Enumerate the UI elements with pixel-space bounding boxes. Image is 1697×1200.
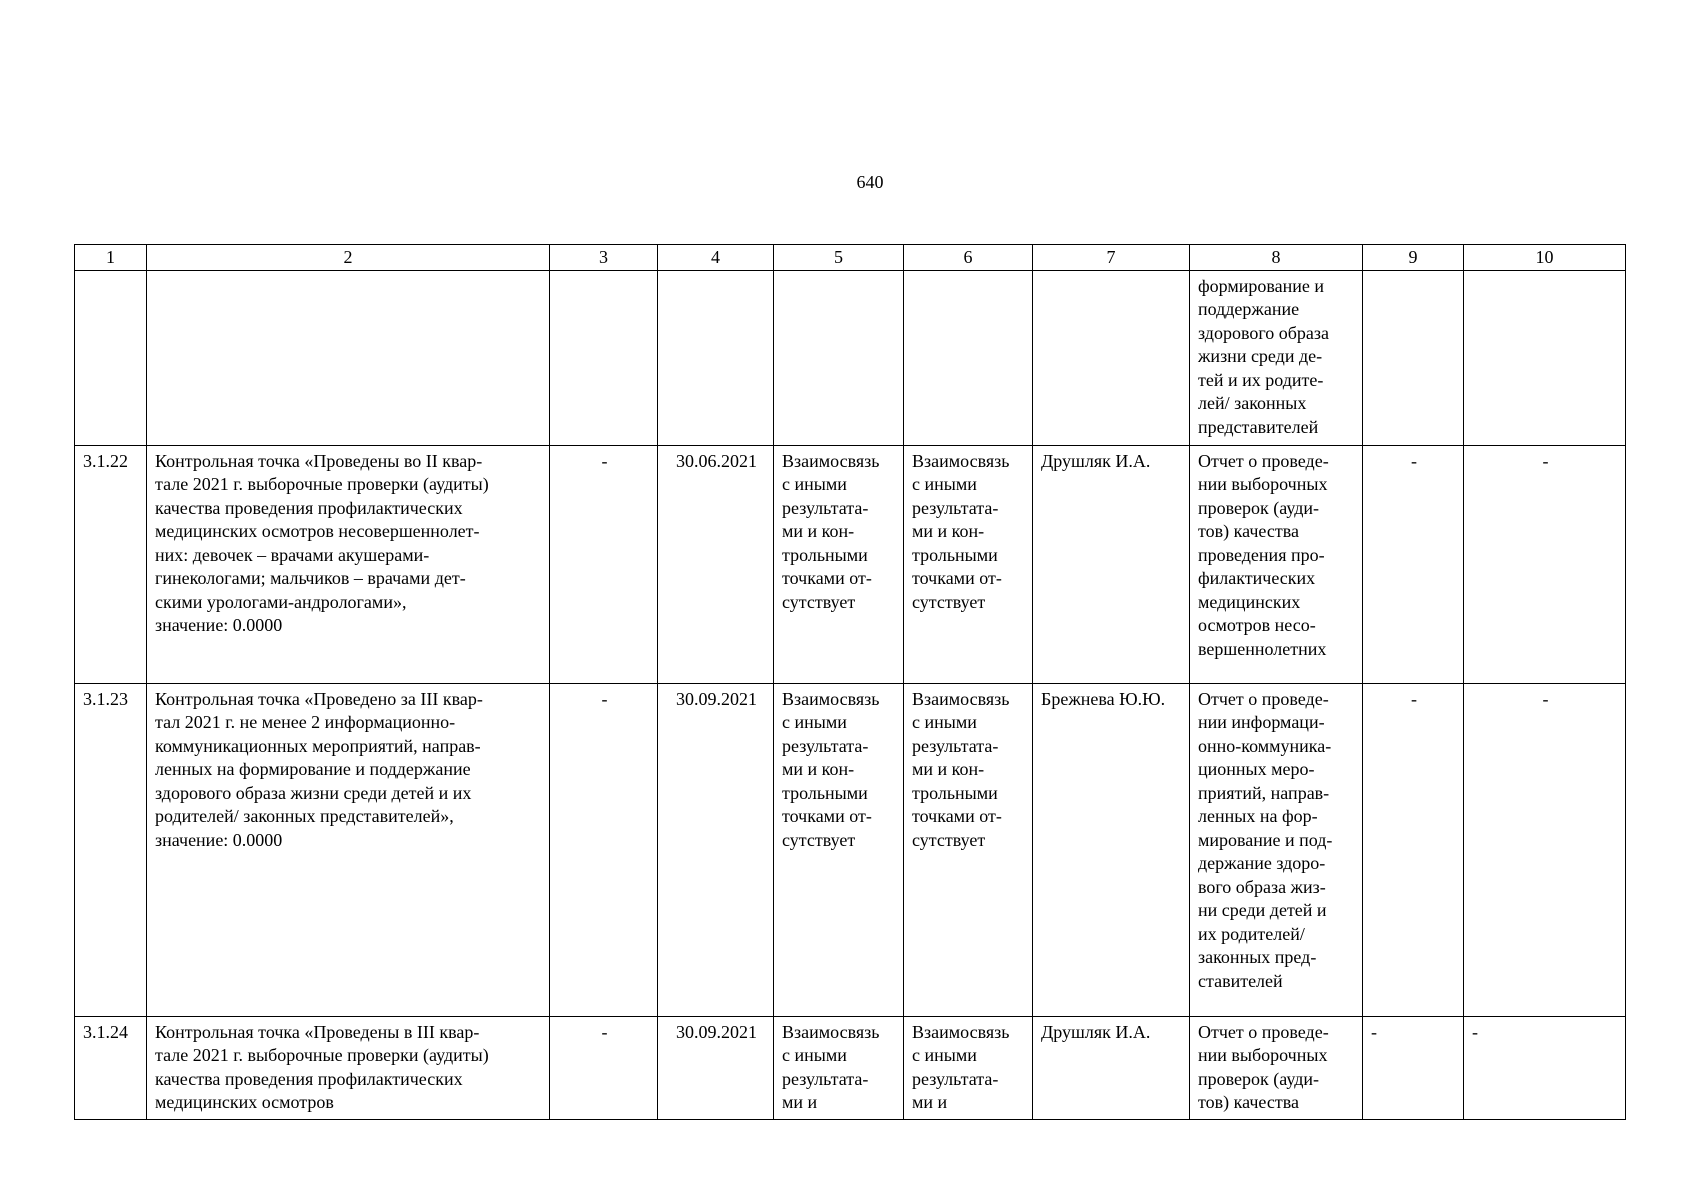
cell-number: 3.1.23 [75,683,147,1016]
cell-description [147,270,550,445]
column-header-1: 1 [75,245,147,271]
page-number: 640 [856,172,884,192]
table-row [75,445,1626,683]
cell-col10: - [1464,445,1626,683]
cell-relation-prev: Взаимосвязь с иными результата- ми и [774,1016,904,1119]
cell-document: Отчет о проведе- нии выборочных проверок (ауди- тов) качества [1190,1016,1363,1119]
column-header-10: 10 [1464,245,1626,271]
cell-relation-next: Взаимосвязь с иными результата- ми и кон- трольными точками от- сутствует [904,683,1033,1016]
cell-col3: - [550,683,658,1016]
cell-number: 3.1.24 [75,1016,147,1119]
header-row [75,245,1626,271]
cell-col10 [1464,270,1626,445]
cell-date: 30.06.2021 [658,445,774,683]
table-row [75,683,1626,1016]
cell-responsible: Друшляк И.А. [1033,445,1190,683]
column-header-3: 3 [550,245,658,271]
cell-relation-prev [774,270,904,445]
cell-col3: - [550,1016,658,1119]
cell-number: 3.1.22 [75,445,147,683]
cell-date: 30.09.2021 [658,1016,774,1119]
table-row-continuation [75,270,1626,445]
column-header-5: 5 [774,245,904,271]
cell-relation-prev: Взаимосвязь с иными результата- ми и кон- трольными точками от- сутствует [774,445,904,683]
cell-col3 [550,270,658,445]
column-header-8: 8 [1190,245,1363,271]
cell-col9 [1363,270,1464,445]
cell-document: Отчет о проведе- нии информаци- онно-коммуника- ционных меро- приятий, направ- ленных на фор- мирование и под- держание здоро- вого образа жиз- ни среди детей и их родителей/ законных пред- ставителей [1190,683,1363,1016]
column-header-6: 6 [904,245,1033,271]
cell-description: Контрольная точка «Проведены в III квар- тале 2021 г. выборочные проверки (аудиты) качества проведения профилактических медицинских осмотров [147,1016,550,1119]
column-header-9: 9 [1363,245,1464,271]
cell-relation-next: Взаимосвязь с иными результата- ми и кон- трольными точками от- сутствует [904,445,1033,683]
column-header-7: 7 [1033,245,1190,271]
cell-responsible [1033,270,1190,445]
cell-relation-prev: Взаимосвязь с иными результата- ми и кон- трольными точками от- сутствует [774,683,904,1016]
cell-description: Контрольная точка «Проведены во II квар- тале 2021 г. выборочные проверки (аудиты) качества проведения профилактических медицинских осмотров несовершеннолет- них: девочек – врачами акушерами- гинекологами; мальчиков – врачами дет- скими урологами-андрологами», значение: 0.0000 [147,445,550,683]
cell-responsible: Друшляк И.А. [1033,1016,1190,1119]
table-row [75,1016,1626,1119]
cell-col9: - [1363,683,1464,1016]
cell-document: Отчет о проведе- нии выборочных проверок (ауди- тов) качества проведения про- филактических медицинских осмотров несо- вершеннолетних [1190,445,1363,683]
cell-date [658,270,774,445]
cell-relation-next [904,270,1033,445]
cell-date: 30.09.2021 [658,683,774,1016]
column-header-4: 4 [658,245,774,271]
cell-col9: - [1363,445,1464,683]
cell-number [75,270,147,445]
cell-relation-next: Взаимосвязь с иными результата- ми и [904,1016,1033,1119]
cell-col9: - [1363,1016,1464,1119]
cell-col10: - [1464,683,1626,1016]
cell-col3: - [550,445,658,683]
cell-description: Контрольная точка «Проведено за III квар- тал 2021 г. не менее 2 информационно- коммуникационных мероприятий, направ- ленных на формирование и поддержание здорового образа жизни среди детей и их родителей/ законных представителей», значение: 0.0000 [147,683,550,1016]
column-header-2: 2 [147,245,550,271]
cell-col10: - [1464,1016,1626,1119]
control-points-table [74,244,1626,1120]
cell-responsible: Брежнева Ю.Ю. [1033,683,1190,1016]
cell-document: формирование и поддержание здорового образа жизни среди де- тей и их родите- лей/ законных представителей [1190,270,1363,445]
